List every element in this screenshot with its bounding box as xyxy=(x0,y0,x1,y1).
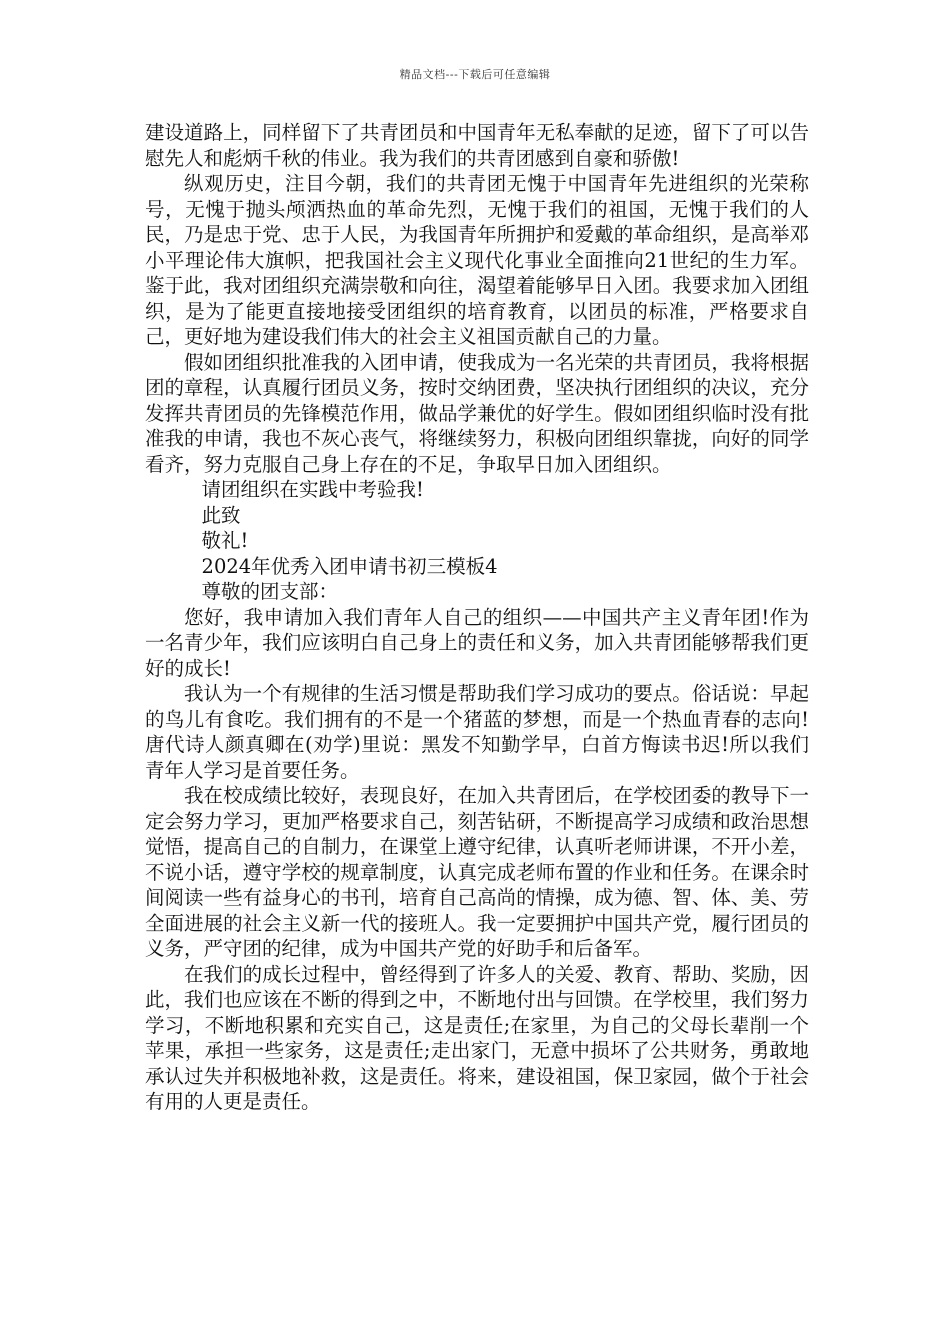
paragraph-continued: 建设道路上，同样留下了共青团员和中国青年无私奉献的足迹，留下了可以告慰先人和彪炳千秋的伟业。我为我们的共青团感到自豪和骄傲! xyxy=(145,121,809,170)
paragraph-study: 我在校成绩比较好，表现良好，在加入共青团后，在学校团委的教导下一定会努力学习，更加严格要求自己，刻苦钻研，不断提高学习成绩和政治思想觉悟，提高自己的自制力，在课堂上遵守纪律，认真听老师讲课，不开小差，不说小话，遵守学校的规章制度，认真完成老师布置的作业和任务。在课余时间阅读一些有益身心的书刊，培育自己高尚的情操，成为德、智、体、美、劳全面进展的社会主义新一代的接班人。我一定要拥护中国共产党，履行团员的义务，严守团的纪律，成为中国共产党的好助手和后备军。 xyxy=(145,784,809,960)
paragraph-pledge: 假如团组织批准我的入团申请，使我成为一名光荣的共青团员，我将根据团的章程，认真履行团员义务，按时交纳团费，坚决执行团组织的决议，充分发挥共青团员的先锋模范作用，做品学兼优的好学生。假如团组织临时没有批准我的申请，我也不灰心丧气，将继续努力，积极向团组织靠拢，向好的同学看齐，努力克服自己身上存在的不足，争取早日加入团组织。 xyxy=(145,350,809,476)
paragraph-history: 纵观历史，注目今朝，我们的共青团无愧于中国青年先进组织的光荣称号，无愧于抛头颅洒热血的革命先烈，无愧于我们的祖国，无愧于我们的人民，乃是忠于党、忠于人民，为我国青年所拥护和爱戴的革命组织，是高举邓小平理论伟大旗帜，把我国社会主义现代化事业全面推向21世纪的生力军。鉴于此，我对团组织充满崇敬和向往，渴望着能够早日入团。我要求加入团组织，是为了能更直接地接受团组织的培育教育，以团员的标准，严格要求自己，更好地为建设我们伟大的社会主义祖国贡献自己的力量。 xyxy=(145,172,809,348)
paragraph-responsibility: 在我们的成长过程中，曾经得到了许多人的关爱、教育、帮助、奖励，因此，我们也应该在不断的得到之中，不断地付出与回馈。在学校里，我们努力学习，不断地积累和充实自己，这是责任;在家里，为自己的父母长辈削一个苹果，承担一些家务，这是责任;走出家门，无意中损坏了公共财务，勇敢地承认过失并积极地补救，这是责任。将来，建设祖国，保卫家园，做个于社会有用的人更是责任。 xyxy=(145,962,809,1113)
letter-greeting: 尊敬的团支部： xyxy=(201,580,339,603)
section-title: 2024年优秀入团申请书初三模板4 xyxy=(201,554,498,578)
closing-respect: 敬礼! xyxy=(201,529,249,552)
page-header: 精品文档---下载后可任意编辑 xyxy=(399,68,551,81)
closing-request: 请团组织在实践中考验我! xyxy=(201,478,424,501)
paragraph-habits: 我认为一个有规律的生活习惯是帮助我们学习成功的要点。俗话说：早起的鸟儿有食吃。我们拥有的不是一个猪蓝的梦想，而是一个热血青春的志向!唐代诗人颜真卿在(劝学)里说：黑发不知勤学早，白首方悔读书迟!所以我们青年人学习是首要任务。 xyxy=(145,682,809,782)
paragraph-intro: 您好，我申请加入我们青年人自己的组织——中国共产主义青年团!作为一名青少年，我们应该明白自己身上的责任和义务，加入共青团能够帮我们更好的成长! xyxy=(145,605,809,680)
document-body xyxy=(145,120,809,1115)
closing-salutation: 此致 xyxy=(201,503,241,527)
